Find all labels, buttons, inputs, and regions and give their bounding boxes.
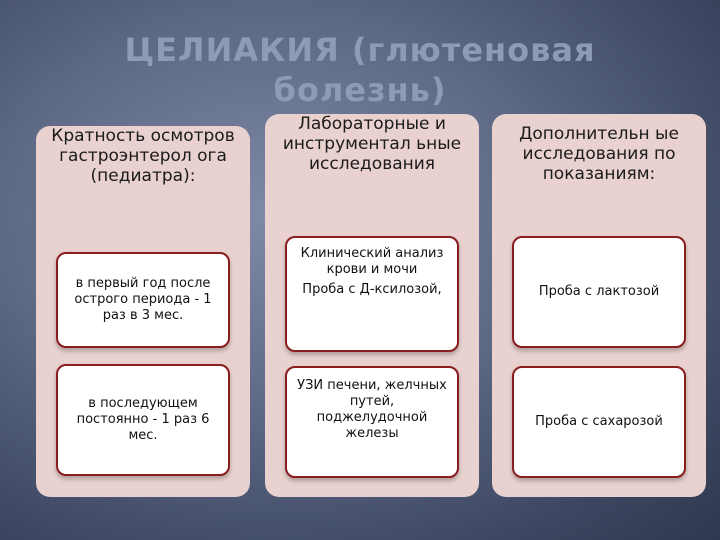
box-text: в последующем постоянно - 1 раз 6 мес. (76, 396, 210, 443)
box-lactose (512, 236, 686, 348)
box-text: УЗИ печени, желчных путей, поджелудочной железы (297, 378, 447, 441)
column-heading: Лабораторные и инструментал ьные исследования (282, 114, 462, 174)
box-subsequent (56, 364, 230, 476)
box-sucrose (512, 366, 686, 478)
column-heading: Дополнительн ые исследования по показаниям: (519, 124, 679, 184)
box-text: Проба с сахарозой (535, 414, 663, 429)
box-blood-analysis (285, 236, 459, 352)
box-text: Клинический анализ крови и мочи (300, 246, 444, 277)
slide-title: ЦЕЛИАКИЯ (глютеновая болезнь) (124, 31, 596, 109)
column-additional (492, 114, 706, 497)
column-lab-tests (265, 114, 479, 497)
column-heading: Кратность осмотров гастроэнтерол ога (педиатра): (51, 126, 235, 186)
box-first-year (56, 252, 230, 348)
box-ultrasound (285, 366, 459, 478)
box-text: в первый год после острого периода - 1 раз в 3 мес. (74, 276, 212, 323)
box-text: Проба с лактозой (538, 284, 660, 299)
column-follow-up (36, 126, 250, 497)
box-text: Проба с Д-ксилозой, (302, 282, 442, 297)
